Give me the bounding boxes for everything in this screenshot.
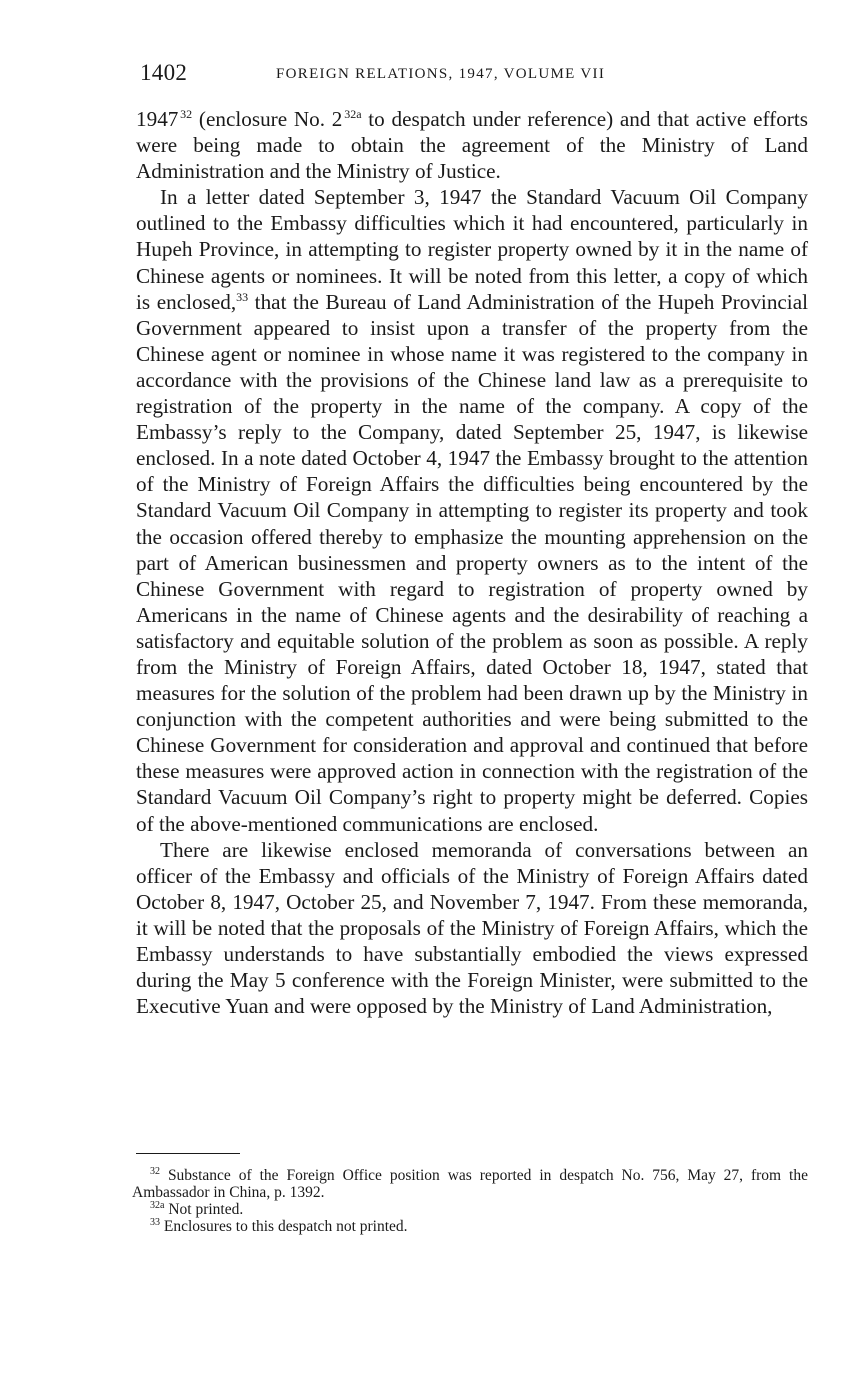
footnotes [132, 1167, 808, 1235]
footnote-ref-33: 33 [236, 289, 249, 304]
footnote-divider [136, 1153, 240, 1154]
paragraph-3 [136, 837, 808, 1020]
footnote-mark: 32a [150, 1200, 165, 1211]
running-title: FOREIGN RELATIONS, 1947, VOLUME VII [276, 66, 606, 82]
footnote-mark: 32 [150, 1166, 160, 1177]
page-header [140, 60, 806, 90]
footnote-33 [132, 1218, 808, 1235]
paragraph-2-end: that the Bureau of Land Administration of the Hupeh Provincial Government appeared to insist upon a transfer of the property from the Chinese agent or nominee in whose name it was registered to the company in accordance with the provisions of the Chinese land law as a prerequisite to registration of the property in the name of the company. A copy of the Embassy’s reply to the Company, dated September 25, 1947, is likewise enclosed. In a note dated October 4, 1947 the Embassy brought to the attention of the Ministry of Foreign Affairs the difficulties being encountered by the Standard Vacuum Oil Company in attempting to register its property and took the occasion offered thereby to emphasize the mounting apprehension on the part of American businessmen and property owners as to the intent of the Chinese Government with regard to registration of property owned by Americans in the name of Chinese agents and the desirability of reaching a satisfactory and equitable solution of the problem as soon as possible. A reply from the Ministry of Foreign Affairs, dated October 18, 1947, stated that measures for the solution of the problem had been drawn up by the Ministry in conjunction with the competent authorities and were being submitted to the Chinese Government for consideration and approval and continued that before these measures were approved action in connection with the registration of the Standard Vacuum Oil Company’s right to property might be deferred. Copies of the above-mentioned communications are enclosed. [136, 289, 808, 836]
footnote-text: Substance of the Foreign Office position was reported in despatch No. 756, May 27, from the Ambassador in China, p. 1392. [132, 1167, 808, 1201]
footnote-32 [132, 1167, 808, 1201]
paragraph-1-start: 1947 [136, 107, 179, 131]
footnote-32a [132, 1201, 808, 1218]
footnote-ref-32: 32 [180, 107, 193, 121]
paragraph-1-middle: (enclosure No. 2 [192, 107, 343, 131]
paragraph-1 [136, 106, 808, 184]
footnote-text: Not printed. [164, 1201, 244, 1218]
paragraph-3-text: There are likewise enclosed memoranda of conversations between an officer of the Embassy and officials of the Ministry of Foreign Affairs dated October 8, 1947, October 25, and November 7, 1947. From these memoranda, it will be noted that the proposals of the Ministry of Foreign Affairs, which the Embassy understands to have substantially embodied the views expressed during the May 5 conference with the Foreign Minister, were submitted to the Executive Yuan and were opposed by the Ministry of Land Administration, [136, 837, 808, 1019]
paragraph-2 [136, 184, 808, 836]
footnote-text: Enclosures to this despatch not printed. [160, 1218, 408, 1235]
paragraph-2-start: In a letter dated September 3, 1947 the Standard Vacuum Oil Company outlined to the Embassy difficulties which it had encountered, particularly in Hupeh Province, in attempting to register property owned by it in the name of Chinese agents or nominees. It will be noted from this letter, a copy of which is enclosed, [136, 185, 808, 314]
footnote-ref-32a: 32a [344, 107, 362, 121]
footnote-mark: 33 [150, 1217, 160, 1228]
page-number: 1402 [140, 60, 188, 85]
paragraph-1-end: to despatch under reference) and that active efforts were being made to obtain the agreement of the Ministry of Land Administration and the Ministry of Justice. [136, 107, 808, 184]
body-text [136, 106, 808, 1019]
